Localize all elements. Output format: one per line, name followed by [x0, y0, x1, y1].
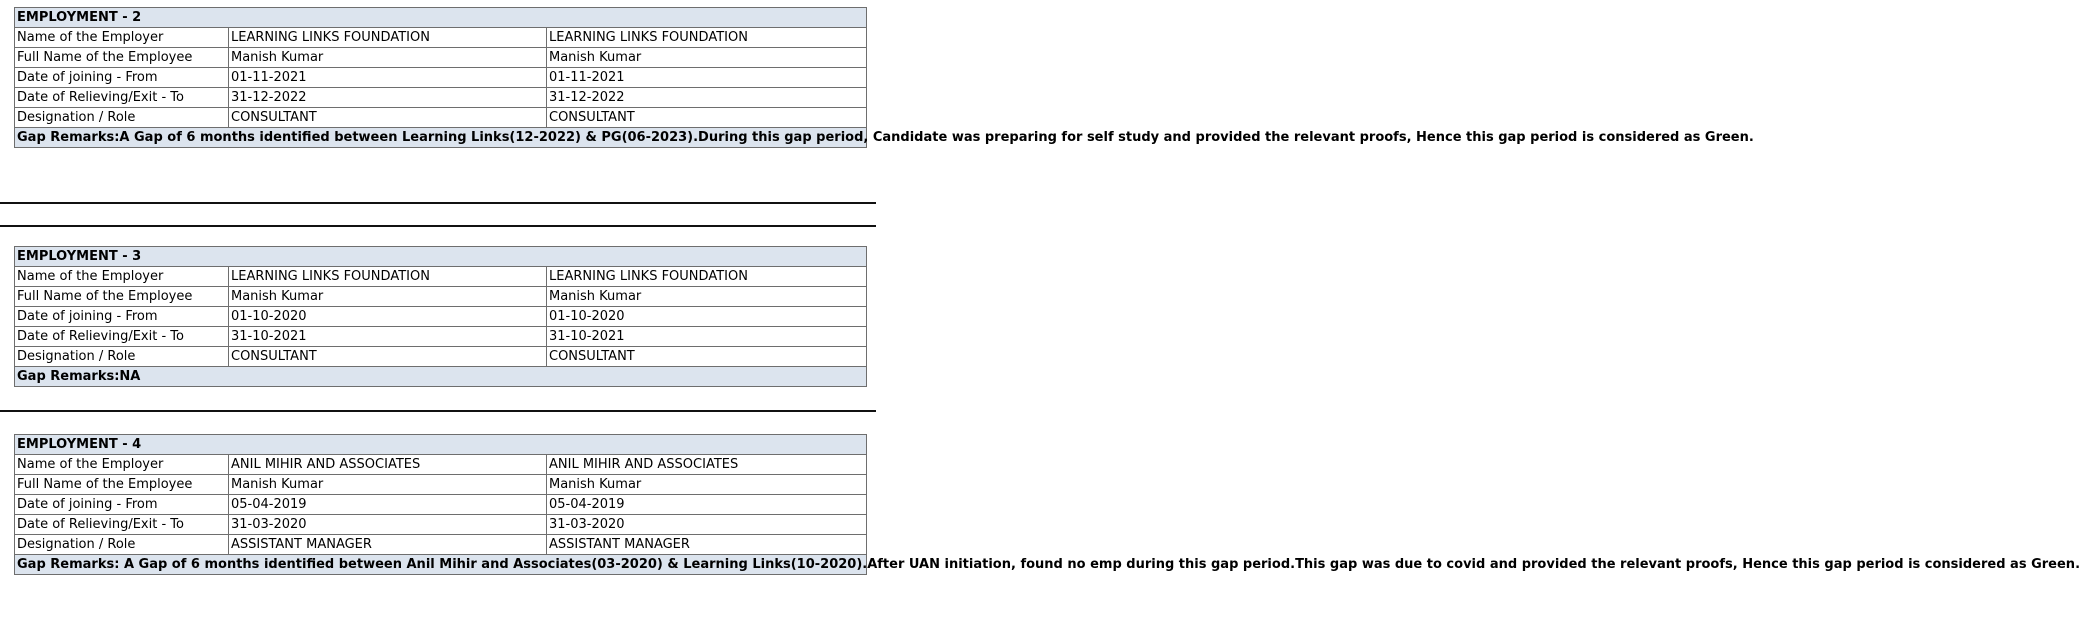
- field-label: Date of Relieving/Exit - To: [15, 88, 229, 108]
- table-row: [15, 267, 867, 287]
- table-row: [15, 327, 867, 347]
- field-label: Designation / Role: [15, 108, 229, 128]
- employment-4-section: [14, 434, 2080, 575]
- claimed-value: ANIL MIHIR AND ASSOCIATES: [229, 455, 547, 475]
- verified-value: LEARNING LINKS FOUNDATION: [547, 267, 867, 287]
- field-label: Name of the Employer: [15, 28, 229, 48]
- verified-value: 31-03-2020: [547, 515, 867, 535]
- field-label: Designation / Role: [15, 347, 229, 367]
- table-row: [15, 455, 867, 475]
- field-label: Full Name of the Employee: [15, 475, 229, 495]
- table-row: [15, 28, 867, 48]
- claimed-value: Manish Kumar: [229, 475, 547, 495]
- table-row: [15, 287, 867, 307]
- verified-value: Manish Kumar: [547, 475, 867, 495]
- field-label: Date of joining - From: [15, 495, 229, 515]
- table-row: [15, 307, 867, 327]
- employment-2-table: [14, 7, 1754, 148]
- field-label: Date of joining - From: [15, 307, 229, 327]
- employment-title: EMPLOYMENT - 2: [15, 8, 867, 28]
- verified-value: 01-11-2021: [547, 68, 867, 88]
- gap-remarks: Gap Remarks:NA: [15, 367, 867, 387]
- claimed-value: 31-10-2021: [229, 327, 547, 347]
- verified-value: ASSISTANT MANAGER: [547, 535, 867, 555]
- claimed-value: ASSISTANT MANAGER: [229, 535, 547, 555]
- section-divider: [0, 410, 876, 412]
- field-label: Full Name of the Employee: [15, 48, 229, 68]
- employment-2-section: [14, 7, 1754, 148]
- verified-value: LEARNING LINKS FOUNDATION: [547, 28, 867, 48]
- verified-value: ANIL MIHIR AND ASSOCIATES: [547, 455, 867, 475]
- field-label: Date of joining - From: [15, 68, 229, 88]
- verified-value: CONSULTANT: [547, 347, 867, 367]
- claimed-value: Manish Kumar: [229, 48, 547, 68]
- verified-value: 01-10-2020: [547, 307, 867, 327]
- claimed-value: LEARNING LINKS FOUNDATION: [229, 267, 547, 287]
- table-row: [15, 347, 867, 367]
- table-row: [15, 535, 867, 555]
- claimed-value: Manish Kumar: [229, 287, 547, 307]
- claimed-value: 31-03-2020: [229, 515, 547, 535]
- claimed-value: 05-04-2019: [229, 495, 547, 515]
- section-divider: [0, 225, 876, 227]
- table-row: [15, 108, 867, 128]
- section-divider: [0, 202, 876, 204]
- employment-title: EMPLOYMENT - 4: [15, 435, 867, 455]
- employment-3-section: [14, 246, 866, 387]
- verified-value: Manish Kumar: [547, 287, 867, 307]
- gap-remarks: Gap Remarks:A Gap of 6 months identified between Learning Links(12-2022) & PG(06-2023).During this gap period, Candidate was preparing for self study and provided the relevant proofs, Hence this gap period is considered as Green.: [15, 128, 867, 148]
- table-row: [15, 48, 867, 68]
- employment-4-table: [14, 434, 2080, 575]
- field-label: Name of the Employer: [15, 455, 229, 475]
- verified-value: 31-12-2022: [547, 88, 867, 108]
- claimed-value: CONSULTANT: [229, 347, 547, 367]
- table-row: [15, 495, 867, 515]
- field-label: Date of Relieving/Exit - To: [15, 327, 229, 347]
- verified-value: Manish Kumar: [547, 48, 867, 68]
- table-row: [15, 88, 867, 108]
- table-row: [15, 475, 867, 495]
- claimed-value: 31-12-2022: [229, 88, 547, 108]
- field-label: Designation / Role: [15, 535, 229, 555]
- gap-remarks: Gap Remarks: A Gap of 6 months identified between Anil Mihir and Associates(03-2020) & Learning Links(10-2020).After UAN initiation, found no emp during this gap period.This gap was due to covid and provided the relevant proofs, Hence this gap period is considered as Green.: [15, 555, 867, 575]
- verified-value: 31-10-2021: [547, 327, 867, 347]
- claimed-value: CONSULTANT: [229, 108, 547, 128]
- claimed-value: 01-10-2020: [229, 307, 547, 327]
- field-label: Date of Relieving/Exit - To: [15, 515, 229, 535]
- field-label: Full Name of the Employee: [15, 287, 229, 307]
- claimed-value: LEARNING LINKS FOUNDATION: [229, 28, 547, 48]
- employment-3-table: [14, 246, 867, 387]
- field-label: Name of the Employer: [15, 267, 229, 287]
- verified-value: 05-04-2019: [547, 495, 867, 515]
- verified-value: CONSULTANT: [547, 108, 867, 128]
- table-row: [15, 515, 867, 535]
- claimed-value: 01-11-2021: [229, 68, 547, 88]
- employment-title: EMPLOYMENT - 3: [15, 247, 867, 267]
- table-row: [15, 68, 867, 88]
